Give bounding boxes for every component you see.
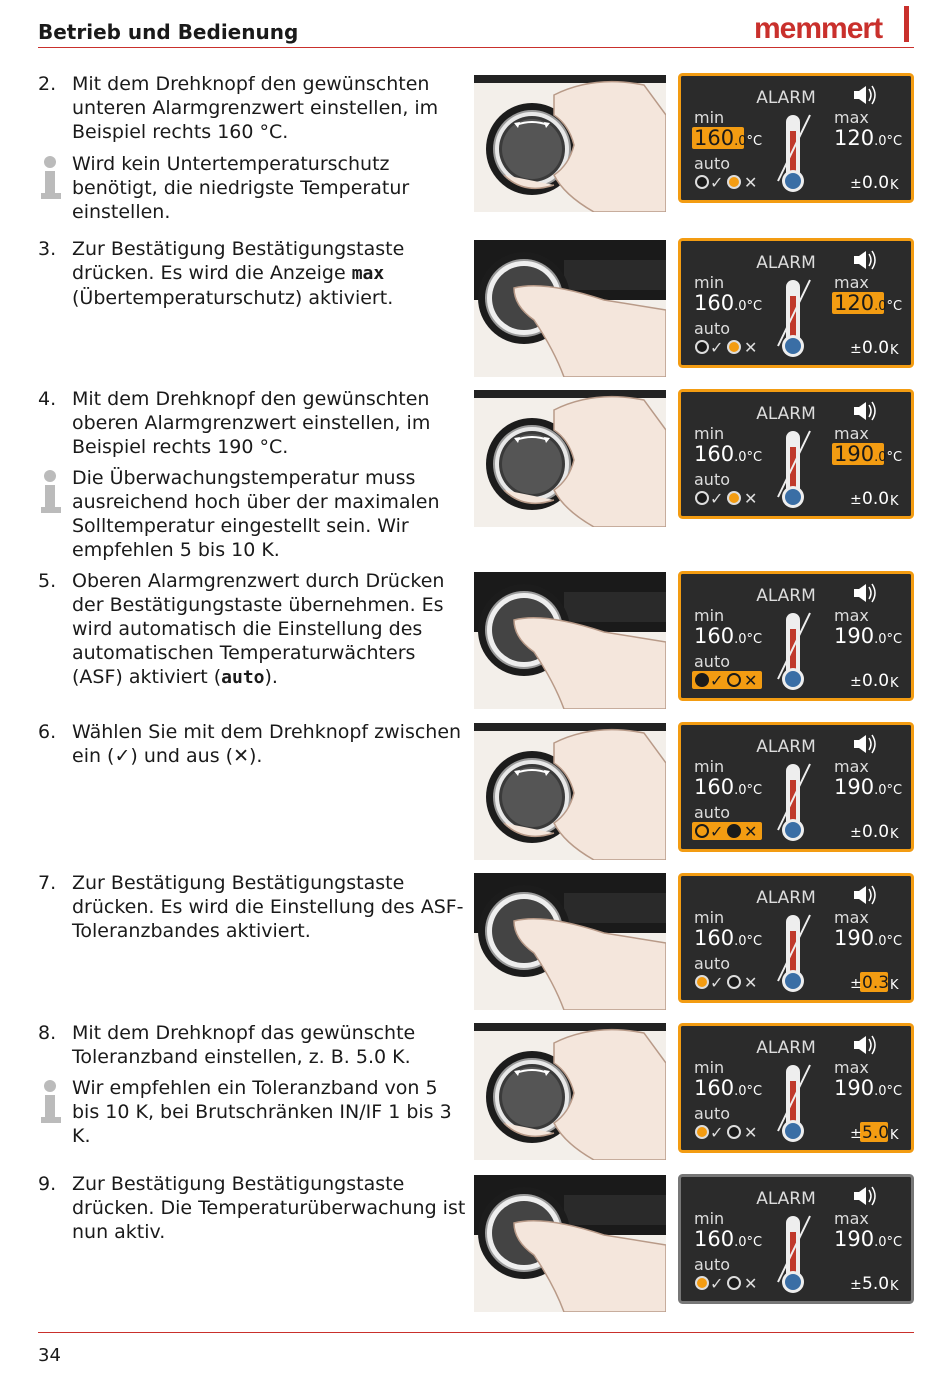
- min-label: min: [694, 1058, 725, 1077]
- step-text: Mit dem Drehknopf den gewünschten oberen Alarmgrenzwert einstellen, im Beispiel rechts 190 °C.: [72, 388, 431, 458]
- lcd-svg: [678, 73, 914, 203]
- auto-label: auto: [694, 470, 731, 489]
- tolerance-value: 0.0: [862, 173, 890, 193]
- max-value: 190.0°C: [834, 1076, 903, 1100]
- check-symbol: ✓: [114, 745, 131, 767]
- unit-k: K: [890, 676, 899, 691]
- min-value: 160.0°C: [694, 126, 763, 150]
- knob-press-illustration: [474, 873, 666, 1010]
- step-number: 2.: [38, 73, 57, 95]
- knob-press-svg: [474, 1175, 666, 1312]
- min-value: 160.0°C: [694, 926, 763, 950]
- check-symbol: ✓: [710, 1123, 724, 1142]
- min-label: min: [694, 908, 725, 927]
- lcd-svg: [678, 873, 914, 1003]
- max-label: max: [834, 606, 869, 625]
- text-part: Zur Bestätigung Bestätigungstaste drücken. Es wird die Anzeige: [72, 238, 405, 284]
- cross-symbol: ✕: [744, 173, 758, 192]
- step-number: 5.: [38, 570, 57, 592]
- knob-rotate-svg: [474, 1023, 666, 1160]
- alarm-display-4: [678, 571, 914, 701]
- check-symbol: ✓: [710, 671, 724, 690]
- auto-label: auto: [694, 1255, 731, 1274]
- memmert-logo: [754, 4, 914, 44]
- tolerance-value: 5.0: [862, 1123, 890, 1143]
- max-label: max: [834, 757, 869, 776]
- step-text: Mit dem Drehknopf das gewünschte Toleranzband einstellen, z. B. 5.0 K.: [72, 1022, 416, 1068]
- alarm-label: ALARM: [756, 253, 816, 273]
- alarm-label: ALARM: [756, 88, 816, 108]
- check-symbol: ✓: [710, 1274, 724, 1293]
- cross-symbol: ✕: [744, 973, 758, 992]
- alarm-label: ALARM: [756, 888, 816, 908]
- min-value: 160.0°C: [694, 1227, 763, 1251]
- min-label: min: [694, 606, 725, 625]
- step-text: Zur Bestätigung Bestätigungstaste drücken. Es wird die Einstellung des ASF-Toleranzbandes aktiviert.: [72, 872, 464, 942]
- unit-k: K: [890, 978, 899, 993]
- info-icon: [38, 1080, 64, 1124]
- unit-k: K: [890, 178, 899, 193]
- alarm-display-3: [678, 389, 914, 519]
- unit-k: K: [890, 1279, 899, 1294]
- alarm-label: ALARM: [756, 1038, 816, 1058]
- max-value: 120.0°C: [834, 291, 903, 315]
- knob-press-svg: [474, 873, 666, 1010]
- max-value: 190.0°C: [834, 442, 903, 466]
- header-rule: [38, 47, 914, 48]
- tolerance-value: 0.3: [862, 973, 890, 993]
- alarm-display-6: [678, 873, 914, 1003]
- tolerance-value: 0.0: [862, 489, 890, 509]
- alarm-label: ALARM: [756, 586, 816, 606]
- step-number: 9.: [38, 1173, 57, 1195]
- step-number: 8.: [38, 1022, 57, 1044]
- cross-symbol: ✕: [744, 671, 758, 690]
- min-value: 160.0°C: [694, 442, 763, 466]
- alarm-label: ALARM: [756, 737, 816, 757]
- step-text: [72, 720, 466, 768]
- min-label: min: [694, 108, 725, 127]
- min-label: min: [694, 273, 725, 292]
- min-label: min: [694, 757, 725, 776]
- alarm-display-8: [678, 1174, 914, 1304]
- max-label: max: [834, 908, 869, 927]
- min-value: 160.0°C: [694, 291, 763, 315]
- auto-label: auto: [694, 652, 731, 671]
- plus-minus: ±: [850, 176, 862, 192]
- info-icon: [38, 156, 64, 200]
- step-text: Zur Bestätigung Bestätigungstaste drücken. Die Temperaturüberwachung ist nun aktiv.: [72, 1173, 466, 1243]
- auto-label: auto: [694, 319, 731, 338]
- plus-minus: ±: [850, 825, 862, 841]
- note-text: Wir empfehlen ein Toleranzband von 5 bis 10 K, bei Brutschränken IN/IF 1 bis 3 K.: [72, 1077, 452, 1147]
- unit-k: K: [890, 494, 899, 509]
- text-part: ).: [249, 745, 263, 767]
- max-label: max: [834, 1058, 869, 1077]
- knob-press-illustration: [474, 572, 666, 709]
- step-number: 4.: [38, 388, 57, 410]
- plus-minus: ±: [850, 492, 862, 508]
- tolerance-value: 0.0: [862, 671, 890, 691]
- knob-press-svg: [474, 240, 666, 377]
- auto-label: auto: [694, 803, 731, 822]
- lcd-svg: [678, 571, 914, 701]
- knob-press-illustration: [474, 1175, 666, 1312]
- text-part: (Übertemperaturschutz) aktiviert.: [72, 287, 394, 309]
- note-text: Die Überwachungstemperatur muss ausreichend hoch über der maximalen Solltemperatur eingestellt sein. Wir empfehlen 5 bis 10 K.: [72, 467, 440, 561]
- step-number: 7.: [38, 872, 57, 894]
- logo-text: memmert: [754, 12, 883, 44]
- plus-minus: ±: [850, 1126, 862, 1142]
- lcd-svg: [678, 238, 914, 368]
- check-symbol: ✓: [710, 489, 724, 508]
- alarm-display-7: [678, 1023, 914, 1153]
- knob-rotate-illustration: [474, 75, 666, 212]
- text-part: ) und aus (: [130, 745, 234, 767]
- auto-label: auto: [694, 154, 731, 173]
- max-value: 190.0°C: [834, 1227, 903, 1251]
- highlight-max: max: [351, 263, 385, 284]
- cross-symbol: ✕: [744, 489, 758, 508]
- step-text: [72, 237, 466, 310]
- plus-minus: ±: [850, 1277, 862, 1293]
- alarm-display-1: [678, 73, 914, 203]
- knob-rotate-illustration: [474, 1023, 666, 1160]
- knob-press-svg: [474, 572, 666, 709]
- auto-label: auto: [694, 954, 731, 973]
- lcd-svg: [678, 1023, 914, 1153]
- knob-rotate-illustration: [474, 390, 666, 527]
- alarm-label: ALARM: [756, 1189, 816, 1209]
- step-number: 6.: [38, 721, 57, 743]
- text-part: Wählen Sie mit dem Drehknopf zwischen ein (: [72, 721, 462, 767]
- step-number: 3.: [38, 238, 57, 260]
- cross-symbol: ✕: [744, 1123, 758, 1142]
- alarm-display-5: [678, 722, 914, 852]
- info-icon: [38, 470, 64, 514]
- max-value: 190.0°C: [834, 926, 903, 950]
- footer-rule: [38, 1332, 914, 1333]
- check-symbol: ✓: [710, 822, 724, 841]
- alarm-label: ALARM: [756, 404, 816, 424]
- max-label: max: [834, 108, 869, 127]
- auto-label: auto: [694, 1104, 731, 1123]
- unit-k: K: [890, 343, 899, 358]
- knob-rotate-svg: [474, 75, 666, 212]
- text-part: Oberen Alarmgrenzwert durch Drücken der Bestätigungstaste übernehmen. Es wird automatisch die Einstellung des automatischen Temperaturwächters (ASF) aktiviert (: [72, 570, 445, 688]
- tolerance-value: 0.0: [862, 822, 890, 842]
- lcd-svg: [678, 722, 914, 852]
- plus-minus: ±: [850, 674, 862, 690]
- knob-rotate-svg: [474, 723, 666, 860]
- max-value: 190.0°C: [834, 775, 903, 799]
- min-label: min: [694, 424, 725, 443]
- tolerance-value: 5.0: [862, 1274, 890, 1294]
- text-part: ).: [264, 666, 278, 688]
- plus-minus: ±: [850, 976, 862, 992]
- check-symbol: ✓: [710, 338, 724, 357]
- unit-k: K: [890, 827, 899, 842]
- min-value: 160.0°C: [694, 775, 763, 799]
- step-text: [72, 569, 466, 690]
- cross-symbol: ✕: [233, 745, 249, 767]
- alarm-display-2: [678, 238, 914, 368]
- lcd-svg: [678, 389, 914, 519]
- step-text: Mit dem Drehknopf den gewünschten unteren Alarmgrenzwert einstellen, im Beispiel rechts 160 °C.: [72, 73, 439, 143]
- knob-rotate-svg: [474, 390, 666, 527]
- min-value: 160.0°C: [694, 624, 763, 648]
- min-label: min: [694, 1209, 725, 1228]
- min-value: 160.0°C: [694, 1076, 763, 1100]
- cross-symbol: ✕: [744, 338, 758, 357]
- check-symbol: ✓: [710, 973, 724, 992]
- max-value: 120.0°C: [834, 126, 903, 150]
- max-value: 190.0°C: [834, 624, 903, 648]
- cross-symbol: ✕: [744, 1274, 758, 1293]
- max-label: max: [834, 273, 869, 292]
- lcd-svg: [678, 1174, 914, 1304]
- note-text: Wird kein Untertemperaturschutz benötigt, die niedrigste Temperatur einstellen.: [72, 153, 410, 223]
- knob-press-illustration: [474, 240, 666, 377]
- header-title: Betrieb und Bedienung: [38, 20, 299, 44]
- unit-k: K: [890, 1128, 899, 1143]
- knob-rotate-illustration: [474, 723, 666, 860]
- max-label: max: [834, 1209, 869, 1228]
- plus-minus: ±: [850, 341, 862, 357]
- tolerance-value: 0.0: [862, 338, 890, 358]
- check-symbol: ✓: [710, 173, 724, 192]
- highlight-auto: auto: [221, 667, 265, 688]
- page-number: 34: [38, 1345, 61, 1366]
- cross-symbol: ✕: [744, 822, 758, 841]
- max-label: max: [834, 424, 869, 443]
